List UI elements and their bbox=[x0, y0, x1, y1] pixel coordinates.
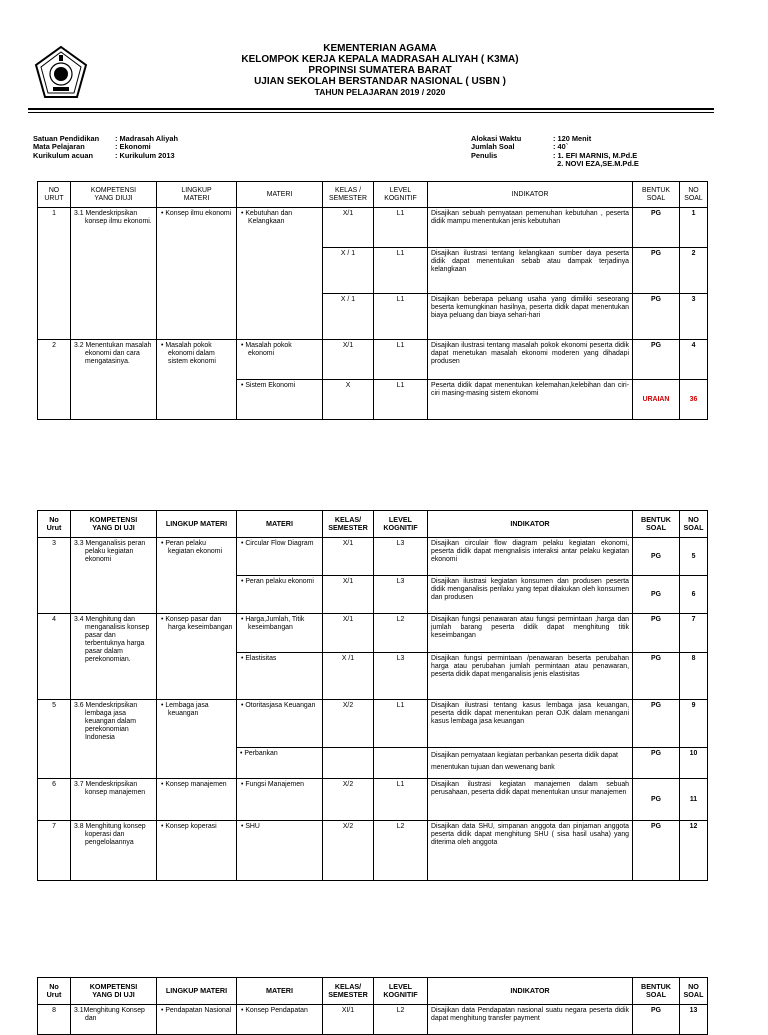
cell-bentuk: PG bbox=[633, 294, 680, 340]
kisi-kisi-table-2 bbox=[37, 510, 708, 881]
cell-nosoal: 9 bbox=[680, 700, 708, 748]
cell-nosoal: 11 bbox=[680, 779, 708, 821]
cell-lingkup: • Masalah pokok ekonomi dalam sistem ekonomi bbox=[157, 340, 237, 420]
col-header-kompetensi: KOMPETENSI YANG DI UJI bbox=[71, 978, 157, 1005]
cell-kelas: X/1 bbox=[323, 340, 374, 380]
cell-level: L1 bbox=[374, 340, 428, 380]
cell-materi: • Elastisitas bbox=[237, 653, 323, 700]
cell-materi: • Sistem Ekonomi bbox=[237, 380, 323, 420]
meta-label: Kurikulum acuan bbox=[33, 150, 93, 160]
cell-bentuk: PG bbox=[633, 614, 680, 653]
cell-level: L1 bbox=[374, 248, 428, 294]
cell-nosoal: 10 bbox=[680, 748, 708, 779]
cell-level: L2 bbox=[374, 614, 428, 653]
cell-materi: • Fungsi Manajemen bbox=[237, 779, 323, 821]
header-line-year: TAHUN PELAJARAN 2019 / 2020 bbox=[314, 87, 446, 97]
col-header-no: NO URUT bbox=[38, 182, 71, 208]
cell-kelas: X /1 bbox=[323, 653, 374, 700]
cell-level: L2 bbox=[374, 1005, 428, 1035]
col-header-kelas: KELAS/ SEMESTER bbox=[323, 978, 374, 1005]
cell-kelas: X / 1 bbox=[323, 294, 374, 340]
meta-value: 2. NOVI EZA,SE.M.Pd.E bbox=[553, 159, 639, 169]
cell-kelas: X/2 bbox=[323, 821, 374, 881]
cell-bentuk: PG bbox=[633, 700, 680, 748]
col-header-kompetensi: KOMPETENSI YANG DIUJI bbox=[71, 182, 157, 208]
cell-no: 1 bbox=[38, 208, 71, 340]
cell-nosoal: 1 bbox=[680, 208, 708, 248]
col-header-kelas: KELAS/ SEMESTER bbox=[323, 511, 374, 538]
table-row bbox=[38, 700, 708, 748]
meta-value: : Ekonomi bbox=[115, 142, 151, 152]
cell-materi: • Circular Flow Diagram bbox=[237, 538, 323, 576]
meta-label: Alokasi Waktu bbox=[471, 134, 522, 143]
cell-no: 2 bbox=[38, 340, 71, 420]
col-header-materi: MATERI bbox=[237, 978, 323, 1005]
cell-kelas: X/2 bbox=[323, 779, 374, 821]
cell-nosoal: 7 bbox=[680, 614, 708, 653]
meta-label: Jumlah Soal bbox=[471, 142, 515, 152]
cell-level: L3 bbox=[374, 538, 428, 576]
cell-bentuk: PG bbox=[633, 208, 680, 248]
cell-kompetensi: 3.7 Mendeskripsikan konsep manajemen bbox=[71, 779, 157, 821]
cell-bentuk: PG bbox=[633, 821, 680, 881]
cell-no: 4 bbox=[38, 614, 71, 700]
header-rule-thin bbox=[28, 112, 714, 113]
cell-nosoal: 2 bbox=[680, 248, 708, 294]
cell-indikator: Disajikan ilustrasi kegiatan manajemen dalam sebuah perusahaan, peserta didik dapat menentukan unsur manajemen bbox=[428, 779, 633, 821]
meta-value: : 1. EFI MARNIS, M.Pd.E bbox=[553, 150, 638, 160]
cell-kelas bbox=[323, 748, 374, 779]
cell-indikator: Disajikan data Pendapatan nasional suatu negara peserta didik dapat menghitung transfer payment bbox=[428, 1005, 633, 1035]
col-header-indikator: INDIKATOR bbox=[428, 511, 633, 538]
col-header-kelas: KELAS / SEMESTER bbox=[323, 182, 374, 208]
cell-materi: • Masalah pokok ekonomi bbox=[237, 340, 323, 380]
cell-bentuk: URAIAN bbox=[633, 380, 680, 420]
cell-kelas: X/2 bbox=[323, 700, 374, 748]
header-line-ministry: KEMENTERIAN AGAMA bbox=[323, 43, 437, 54]
col-header-no: No Urut bbox=[38, 511, 71, 538]
cell-nosoal: 13 bbox=[680, 1005, 708, 1035]
cell-nosoal: 5 bbox=[680, 538, 708, 576]
table-row bbox=[38, 614, 708, 653]
kemenag-logo bbox=[33, 45, 89, 101]
cell-materi: • Kebutuhan dan Kelangkaan bbox=[237, 208, 323, 340]
cell-kompetensi: 3.1 Mendeskripsikan konsep ilmu ekonomi. bbox=[71, 208, 157, 340]
cell-level: L1 bbox=[374, 779, 428, 821]
cell-level: L2 bbox=[374, 821, 428, 881]
document-header bbox=[200, 43, 560, 98]
cell-lingkup: • Konsep manajemen bbox=[157, 779, 237, 821]
cell-bentuk: PG bbox=[633, 748, 680, 779]
cell-nosoal: 3 bbox=[680, 294, 708, 340]
cell-kelas: X/1 bbox=[323, 208, 374, 248]
meta-value: : 120 Menit bbox=[553, 134, 592, 143]
cell-nosoal: 36 bbox=[680, 380, 708, 420]
cell-bentuk: PG bbox=[633, 248, 680, 294]
cell-level: L3 bbox=[374, 653, 428, 700]
col-header-lingkup: LINGKUP MATERI bbox=[157, 511, 237, 538]
cell-kompetensi: 3.8 Menghitung konsep koperasi dan pengelolaannya bbox=[71, 821, 157, 881]
header-line-province: PROPINSI SUMATERA BARAT bbox=[308, 65, 452, 76]
cell-bentuk: PG bbox=[633, 779, 680, 821]
cell-lingkup: • Peran pelaku kegiatan ekonomi bbox=[157, 538, 237, 614]
cell-kompetensi: 3.2 Menentukan masalah ekonomi dan cara mengatasinya. bbox=[71, 340, 157, 420]
header-line-exam: UJIAN SEKOLAH BERSTANDAR NASIONAL ( USBN ) bbox=[254, 76, 506, 87]
cell-materi: • Perbankan bbox=[237, 748, 323, 779]
cell-level: L3 bbox=[374, 576, 428, 614]
cell-indikator: Disajikan fungsi permintaan /penawaran beserta perubahan harga atau perubahan jumlah permintaan atau penawaran, peserta didik dapat menganalisis jenis elastisitas bbox=[428, 653, 633, 700]
cell-level: L1 bbox=[374, 380, 428, 420]
cell-kelas: X / 1 bbox=[323, 248, 374, 294]
col-header-nosoal: NO SOAL bbox=[680, 182, 708, 208]
header-rule-thick bbox=[28, 108, 714, 110]
cell-kelas: X/1 bbox=[323, 576, 374, 614]
cell-indikator: Disajikan ilustrasi tentang masalah pokok ekonomi peserta didik dapat menetukan masalah ekonomi moderen yang dihadapi produsen bbox=[428, 340, 633, 380]
col-header-level: LEVEL KOGNITIF bbox=[374, 978, 428, 1005]
cell-kelas: X/1 bbox=[323, 538, 374, 576]
table-row bbox=[38, 1005, 708, 1035]
meta-label: Penulis bbox=[471, 150, 498, 160]
col-header-kompetensi: KOMPETENSI YANG DI UJI bbox=[71, 511, 157, 538]
cell-kompetensi: 3.4 Menghitung dan menganalisis konsep pasar dan terbentuknya harga pasar dalam perekonomian. bbox=[71, 614, 157, 700]
cell-level: L1 bbox=[374, 294, 428, 340]
col-header-nosoal: NO SOAL bbox=[680, 978, 708, 1005]
cell-no: 3 bbox=[38, 538, 71, 614]
cell-materi: • SHU bbox=[237, 821, 323, 881]
cell-indikator: Disajikan beberapa peluang usaha yang dimiliki seseorang beserta kemungkinan hasilnya, peserta didik dapat menentukan biaya peluang dan biaya sehari-hari bbox=[428, 294, 633, 340]
col-header-no: No Urut bbox=[38, 978, 71, 1005]
cell-level: L1 bbox=[374, 208, 428, 248]
cell-indikator: Disajikan ilustrasi tentang kelangkaan sumber daya peserta didik dapat menentukan sebab atau dampak terjadinya kelangkaan bbox=[428, 248, 633, 294]
cell-kelas: X/1 bbox=[323, 614, 374, 653]
col-header-indikator: INDIKATOR bbox=[428, 182, 633, 208]
cell-lingkup: • Lembaga jasa keuangan bbox=[157, 700, 237, 779]
cell-indikator: Disajikan sebuah pernyataan pemenuhan kebutuhan , peserta didik mampu menentukan jenis kebutuhan bbox=[428, 208, 633, 248]
cell-level: L1 bbox=[374, 700, 428, 748]
meta-value: : Kurikulum 2013 bbox=[115, 150, 175, 160]
cell-bentuk: PG bbox=[633, 653, 680, 700]
table-row bbox=[38, 779, 708, 821]
kisi-kisi-table-3 bbox=[37, 977, 708, 1035]
col-header-indikator: INDIKATOR bbox=[428, 978, 633, 1005]
cell-indikator: Disajikan ilustrasi kegiatan konsumen dan produsen peserta didik menganalisis perilaku yang tepat dilakukan oleh konsumen dan produsen bbox=[428, 576, 633, 614]
cell-indikator: Disajikan data SHU, simpanan anggota dan pinjaman anggota peserta didik dapat menghitung SHU ( sisa hasil usaha) yang diterima oleh anggota bbox=[428, 821, 633, 881]
col-header-materi: MATERI bbox=[237, 511, 323, 538]
cell-bentuk: PG bbox=[633, 1005, 680, 1035]
cell-indikator: Disajikan pernyataan kegiatan perbankan peserta didik dapat menentukan tujuan dan wewenang bank bbox=[428, 748, 633, 779]
meta-label: Mata Pelajaran bbox=[33, 142, 85, 152]
meta-value: : Madrasah Aliyah bbox=[115, 134, 178, 143]
cell-materi: • Otoritasjasa Keuangan bbox=[237, 700, 323, 748]
cell-no: 7 bbox=[38, 821, 71, 881]
cell-no: 8 bbox=[38, 1005, 71, 1035]
cell-materi: • Peran pelaku ekonomi bbox=[237, 576, 323, 614]
cell-nosoal: 12 bbox=[680, 821, 708, 881]
cell-bentuk: PG bbox=[633, 576, 680, 614]
meta-label: Satuan Pendidikan bbox=[33, 134, 100, 143]
cell-nosoal: 4 bbox=[680, 340, 708, 380]
cell-lingkup: • Konsep koperasi bbox=[157, 821, 237, 881]
cell-lingkup: • Konsep ilmu ekonomi bbox=[157, 208, 237, 340]
meta-right bbox=[471, 135, 639, 169]
cell-bentuk: PG bbox=[633, 340, 680, 380]
header-line-k3ma: KELOMPOK KERJA KEPALA MADRASAH ALIYAH ( K3MA) bbox=[241, 54, 519, 65]
table-row bbox=[38, 340, 708, 380]
col-header-lingkup: LINGKUP MATERI bbox=[157, 182, 237, 208]
cell-nosoal: 6 bbox=[680, 576, 708, 614]
cell-indikator: Disajikan ilustrasi tentang kasus lembaga jasa keuangan, peserta didik dapat menentukan peran OJK dalam menangani kasus lembaga jasa keuangan bbox=[428, 700, 633, 748]
table-row bbox=[38, 821, 708, 881]
cell-materi: • Harga,Jumlah, Titik keseimbangan bbox=[237, 614, 323, 653]
col-header-bentuk: BENTUK SOAL bbox=[633, 978, 680, 1005]
col-header-materi: MATERI bbox=[237, 182, 323, 208]
cell-indikator: Peserta didik dapat menentukan kelemahan,kelebihan dan ciri-ciri masing-masing sistem ekonomi bbox=[428, 380, 633, 420]
cell-kompetensi: 3.6 Mendeskripsikan lembaga jasa keuangan dalam perekonomian Indonesia bbox=[71, 700, 157, 779]
col-header-bentuk: BENTUK SOAL bbox=[633, 511, 680, 538]
cell-kompetensi: 3.3 Menganalisis peran pelaku kegiatan ekonomi bbox=[71, 538, 157, 614]
cell-kelas: XI/1 bbox=[323, 1005, 374, 1035]
cell-lingkup: • Pendapatan Nasional bbox=[157, 1005, 237, 1035]
meta-left bbox=[33, 135, 178, 160]
cell-bentuk: PG bbox=[633, 538, 680, 576]
meta-label bbox=[471, 160, 553, 168]
table-row bbox=[38, 208, 708, 248]
cell-nosoal: 8 bbox=[680, 653, 708, 700]
table-row bbox=[38, 538, 708, 576]
col-header-bentuk: BENTUK SOAL bbox=[633, 182, 680, 208]
kisi-kisi-table-1 bbox=[37, 181, 708, 420]
col-header-lingkup: LINGKUP MATERI bbox=[157, 978, 237, 1005]
cell-kompetensi: 3.1Menghitung Konsep dan bbox=[71, 1005, 157, 1035]
cell-lingkup: • Konsep pasar dan harga keseimbangan bbox=[157, 614, 237, 700]
cell-indikator: Disajikan fungsi penawaran atau fungsi permintaan ,harga dan jumlah barang peserta didik dapat menghitung titik keseimbangan bbox=[428, 614, 633, 653]
col-header-level: LEVEL KOGNITIF bbox=[374, 511, 428, 538]
cell-kelas: X bbox=[323, 380, 374, 420]
cell-materi: • Konsep Pendapatan bbox=[237, 1005, 323, 1035]
cell-level bbox=[374, 748, 428, 779]
cell-no: 6 bbox=[38, 779, 71, 821]
col-header-nosoal: NO SOAL bbox=[680, 511, 708, 538]
col-header-level: LEVEL KOGNITIF bbox=[374, 182, 428, 208]
meta-value: : 40` bbox=[553, 142, 569, 152]
cell-indikator: Disajikan circulair flow diagram pelaku kegiatan ekonomi, peserta didik dapat mengnalisis interaksi antar pelaku kegiatan ekonomi bbox=[428, 538, 633, 576]
cell-no: 5 bbox=[38, 700, 71, 779]
